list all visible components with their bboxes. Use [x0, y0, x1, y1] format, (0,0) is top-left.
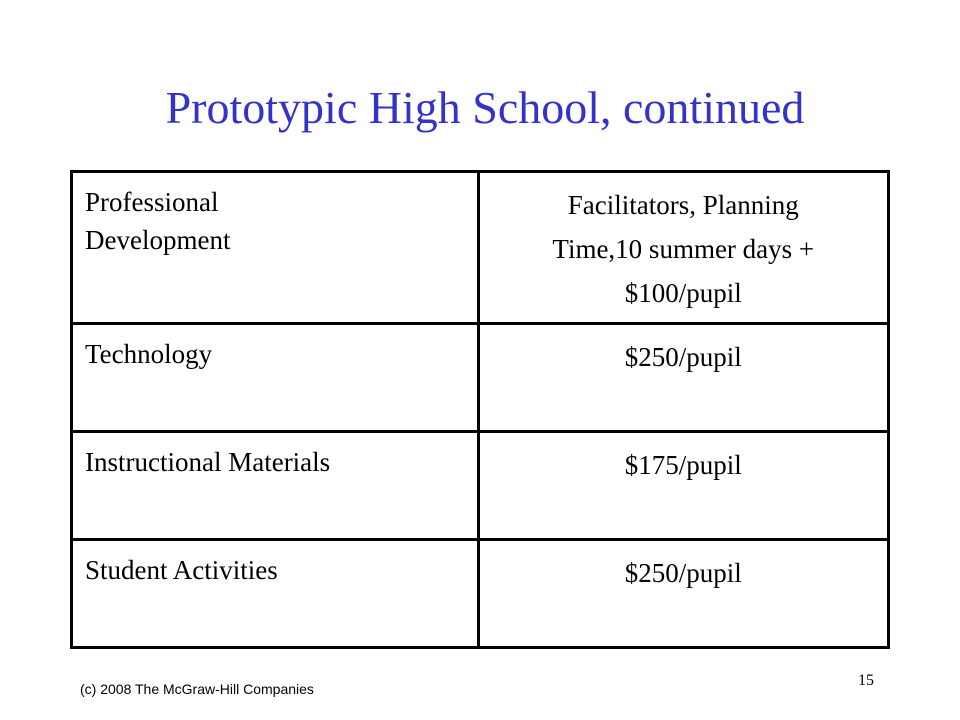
table-row [72, 540, 889, 648]
row-label [72, 540, 479, 648]
row-label-line: Instructional Materials [85, 447, 331, 477]
row-value [478, 540, 888, 648]
row-value-line: $175/pupil [624, 450, 742, 480]
row-label [72, 432, 479, 540]
row-label-line: Technology [85, 339, 213, 369]
table-row [72, 324, 889, 432]
row-label-line: Student Activities [85, 555, 278, 585]
row-value [478, 172, 888, 324]
row-value-line: Time,10 summer days + [552, 234, 815, 264]
row-value-line: $250/pupil [624, 558, 742, 588]
page-number: 15 [858, 672, 874, 689]
slide-title: Prototypic High School, continued [165, 82, 805, 133]
table-row [72, 172, 889, 324]
row-label [72, 324, 479, 432]
row-label-line: Development [85, 225, 231, 255]
table-row [72, 432, 889, 540]
row-label [72, 172, 479, 324]
row-value [478, 432, 888, 540]
cost-table [70, 170, 890, 649]
row-label-line: Professional [85, 187, 219, 217]
row-value-line: $100/pupil [624, 278, 742, 308]
row-value-line: Facilitators, Planning [567, 190, 799, 220]
copyright-footer: (c) 2008 The McGraw-Hill Companies [80, 681, 314, 697]
row-value [478, 324, 888, 432]
row-value-line: $250/pupil [624, 342, 742, 372]
